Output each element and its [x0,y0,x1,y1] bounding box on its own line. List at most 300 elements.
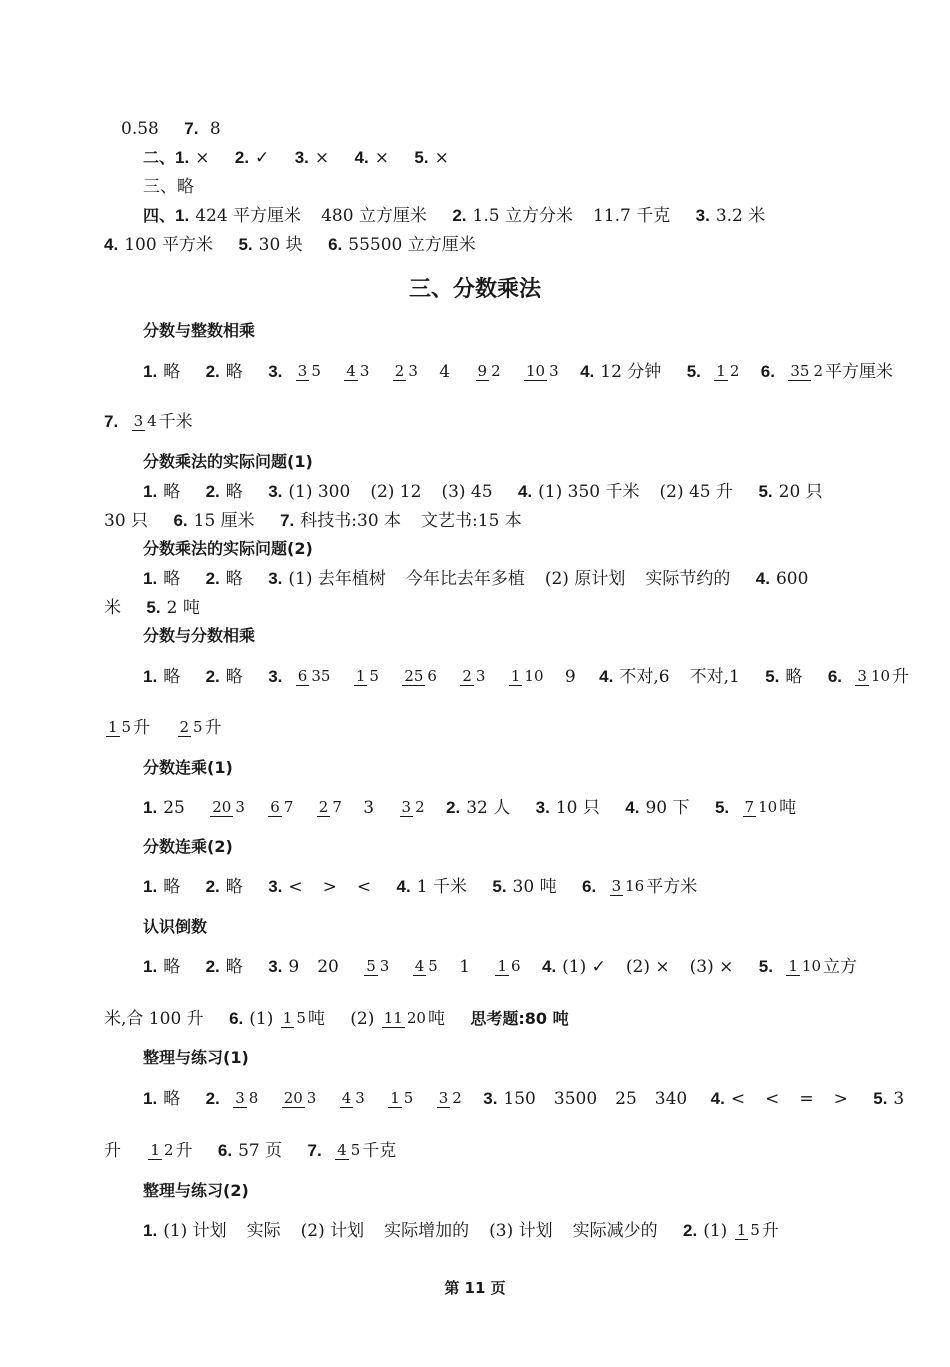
fraction [788,363,825,380]
answer-value: 略 [163,666,181,687]
answer-value: (2) 计划 [300,1220,365,1241]
answer-value: 3500 [553,1088,598,1109]
item-number: 5. [686,361,701,381]
fraction [317,799,344,816]
item-number: 3. [535,797,550,817]
answer-value: (1) 去年植树 [288,568,386,589]
numerator: 6 [270,798,280,816]
item-number: 6. [173,510,188,530]
answer-value: (1) [249,1008,274,1029]
item-number: 3. [268,956,283,976]
unit-text: 千克 [362,1140,397,1161]
answer-value: × [314,147,330,168]
answer-value: 略 [163,1088,181,1109]
subsection-heading: 整理与练习(1) [143,1048,249,1067]
think-question-answer: 思考题:80 吨 [470,1008,569,1028]
answer-value: (2) 45 升 [659,481,734,502]
numerator: 5 [366,957,376,975]
denominator: 2 [729,362,740,380]
answer-line [104,1007,569,1030]
item-number: 1. [143,666,158,686]
answer-value: 3 [363,797,375,818]
item-number: 5. [238,234,253,254]
item-number: 1. [143,797,158,817]
numerator: 1 [510,667,521,685]
numerator: 1 [282,1009,293,1027]
unit-text: 平方厘米 [825,361,894,382]
denominator: 5 [296,1009,306,1027]
denominator: 20 [406,1009,426,1027]
answer-value: 略 [163,568,181,589]
denominator: 5 [403,1089,414,1107]
numerator: 4 [337,1141,347,1159]
denominator: 10 [801,957,822,975]
answer-value: 1 [459,956,471,977]
item-number: 6. [229,1008,244,1028]
item-number: 4. [396,876,411,896]
fraction [282,1090,319,1107]
numerator: 3 [857,667,867,685]
answer-value: 略 [225,568,243,589]
item-number: 5. [873,1088,888,1108]
answer-value: 实际减少的 [572,1220,658,1241]
answer-value: 今年比去年多植 [405,568,525,589]
fraction [786,958,823,975]
answer-value: 1.5 立方分米 [472,205,573,226]
fraction [509,668,546,685]
answer-value: 340 [654,1088,688,1109]
fraction [413,958,440,975]
item-number: 3. [268,666,283,686]
answer-line [143,175,194,198]
unit-text: 升 [104,1140,121,1161]
unit-text: 升 [204,717,222,738]
answer-value: 1 千米 [416,876,467,897]
item-number: 1. [143,956,158,976]
comparison-sign: > [833,1088,848,1109]
unit-text: 吨 [779,797,797,818]
denominator: 10 [758,798,778,816]
answer-line [143,665,909,688]
item-number: 4. [104,234,119,254]
denominator: 2 [415,798,425,816]
item-number: 4. [710,1088,725,1108]
item-number: 5. [146,597,161,617]
numerator: 2 [394,362,405,380]
answer-line [104,509,522,532]
numerator: 20 [283,1089,303,1107]
item-number: 4. [625,797,640,817]
denominator: 5 [121,718,132,736]
item-number: 5. [765,666,780,686]
answer-value: 略 [225,956,243,977]
answer-value: 10 只 [555,797,600,818]
denominator: 3 [235,798,245,816]
answer-value: 100 平方米 [124,234,214,255]
denominator: 5 [311,362,321,380]
answer-line [104,233,476,256]
item-number: 7. [104,411,119,431]
item-number: 2. [452,205,467,225]
answer-value: 9 [564,666,576,687]
item-number: 6. [827,666,842,686]
denominator: 8 [248,1089,259,1107]
numerator: 1 [716,362,726,380]
item-number: 2. [205,1088,220,1108]
answer-line [143,955,857,978]
fraction [354,668,381,685]
answer-value: 米,合 100 升 [104,1008,204,1029]
fraction [364,958,391,975]
answer-line [104,410,193,433]
answer-value: (2) × [625,956,670,977]
fraction [402,668,439,685]
denominator: 3 [379,957,390,975]
numerator: 2 [179,718,190,736]
denominator: 16 [625,877,645,895]
denominator: 10 [524,667,544,685]
subsection-heading: 分数乘法的实际问题(2) [143,539,313,558]
unit-text: 立方 [823,956,858,977]
answer-value: (1) 300 [288,481,351,502]
item-number: 3. [695,205,710,225]
answer-line [143,567,808,590]
item-number: 5. [758,956,773,976]
item-number: 4. [541,956,557,976]
fraction [388,1090,415,1107]
denominator: 7 [283,798,294,816]
answer-value: × [195,147,210,168]
unit-text: 吨 [307,1008,325,1029]
fraction [106,719,133,736]
numerator: 3 [133,412,144,430]
answer-value: 32 人 [466,797,511,818]
fraction [296,668,333,685]
answer-value: 略 [163,956,181,977]
item-number: 1. [175,147,190,167]
subsection-heading: 分数与整数相乘 [143,321,256,340]
answer-value: 2 吨 [166,597,200,618]
answer-value: 4 [439,361,451,382]
numerator: 4 [346,362,356,380]
unit-text: 千米 [158,411,193,432]
numerator: 1 [788,957,798,975]
item-number: 7. [184,118,199,138]
numerator: 2 [462,667,472,685]
numerator: 9 [477,362,488,380]
item-number: 5. [714,797,730,817]
unit-text: 升 [133,717,151,738]
fraction [296,363,323,380]
section-title: 三、分数乘法 [408,277,541,302]
answer-value: 8 [209,118,221,139]
item-number: 2. [234,147,250,167]
answer-value: 30 块 [258,234,303,255]
answer-value: 90 下 [645,797,690,818]
item-number: 1. [143,481,158,501]
item-number: 4. [354,147,369,167]
answer-line [143,204,765,227]
answer-line [104,1139,396,1162]
item-number: 3. [268,361,283,381]
fraction [344,363,371,380]
fraction [393,363,420,380]
answer-value: 实际 [246,1220,281,1241]
fraction [335,1142,362,1159]
denominator: 2 [163,1141,174,1159]
subsection-heading: 分数连乘(2) [143,837,233,856]
answer-value: 文艺书:15 本 [421,510,522,531]
denominator: 5 [350,1141,361,1159]
answer-value: 不对,6 [619,666,670,687]
answer-value: 20 只 [778,481,823,502]
numerator: 25 [404,667,424,685]
answer-value: × [434,147,449,168]
fraction [400,799,427,816]
page-number: 第 11 页 [444,1279,506,1297]
comparison-sign: = [799,1088,814,1109]
fraction [148,1142,175,1159]
answer-line [104,716,222,739]
item-number: 3. [268,481,283,501]
denominator: 35 [311,667,331,685]
item-number: 7. [307,1140,322,1160]
answer-value: 科技书:30 本 [300,510,402,531]
answer-value: (3) 计划 [489,1220,553,1241]
numerator: 4 [414,957,425,975]
numerator: 1 [355,667,366,685]
answer-value: (1) ✓ [562,956,606,977]
item-number: 4. [580,361,595,381]
item-number: 1. [143,1088,158,1108]
unit-text: 吨 [427,1008,445,1029]
answer-line [143,146,449,169]
denominator: 10 [870,667,891,685]
item-number: 2. [205,361,220,381]
numerator: 1 [497,957,508,975]
fraction [382,1010,428,1027]
answer-value: (1) [703,1220,728,1241]
item-number: 7. [280,510,295,530]
unit-text: 升 [892,666,910,687]
answer-value: (2) 12 [370,481,422,502]
unit-text: 升 [761,1220,779,1241]
numerator: 11 [383,1009,403,1027]
denominator: 3 [549,362,559,380]
item-number: 6. [217,1140,233,1160]
answer-value: 11.7 千克 [592,205,671,226]
numerator: 1 [108,718,118,736]
answer-value: 略 [163,361,181,382]
denominator: 4 [147,412,157,430]
answer-value: 55500 立方厘米 [348,234,476,255]
subsection-heading: 分数连乘(1) [143,758,233,777]
subsection-heading: 分数乘法的实际问题(1) [143,452,313,471]
answer-value: 30 只 [104,510,149,531]
item-number: 6. [582,876,597,896]
fraction [714,363,741,380]
answer-value: 3.2 米 [715,205,766,226]
comparison-sign: < [765,1088,780,1109]
answer-value: (2) [350,1008,375,1029]
answer-line [143,360,893,383]
fraction [735,1222,762,1239]
denominator: 3 [408,362,418,380]
comparison-sign: < [356,876,372,897]
fraction [610,878,647,895]
denominator: 2 [452,1089,462,1107]
comparison-sign: < [288,876,303,897]
fraction [233,1090,260,1107]
numerator: 6 [297,667,308,685]
unit-text: 升 [175,1140,193,1161]
answer-line [104,596,200,619]
numerator: 3 [297,362,308,380]
answer-value: 150 [503,1088,536,1109]
answer-value: (1) 350 千米 [538,481,640,502]
item-number: 2. [205,956,220,976]
answer-value: 20 [317,956,339,977]
fraction [460,668,487,685]
answer-value: 480 立方厘米 [321,205,427,226]
answer-value: 424 平方厘米 [195,205,302,226]
answer-value: (1) 计划 [163,1220,227,1241]
answer-line [143,480,823,503]
answer-value: 12 分钟 [600,361,662,382]
numerator: 7 [744,798,755,816]
numerator: 20 [212,798,232,816]
subsection-heading: 认识倒数 [143,917,208,936]
fraction [855,668,892,685]
item-number: 4. [755,568,770,588]
item-number: 6. [760,361,775,381]
fraction [268,799,295,816]
fraction [524,363,561,380]
answer-value: 30 吨 [512,876,557,897]
denominator: 3 [355,1089,365,1107]
comparison-sign: < [730,1088,746,1109]
fraction [495,958,522,975]
denominator: 3 [475,667,486,685]
item-number: 3. [268,568,283,588]
answer-value: 略 [225,361,243,382]
item-number: 4. [599,666,614,686]
item-number: 2. [683,1220,698,1240]
item-number: 3. [268,876,283,896]
answer-value: 57 页 [238,1140,283,1161]
fraction [178,719,205,736]
item-number: 2. [205,481,220,501]
answer-value: 不对,1 [689,666,740,687]
fraction [743,799,780,816]
item-number: 3. [483,1088,498,1108]
item-number: 1. [143,361,158,381]
item-number: 2. [205,666,220,686]
answer-value: 3 [893,1088,905,1109]
denominator: 2 [491,362,501,380]
numerator: 3 [401,798,412,816]
denominator: 3 [359,362,370,380]
answer-value: 9 [288,956,300,977]
fraction [476,363,503,380]
item-number: 3. [294,147,309,167]
denominator: 5 [428,957,438,975]
answer-value: 实际节约的 [645,568,731,589]
denominator: 5 [193,718,203,736]
answer-value: 实际增加的 [384,1220,470,1241]
item-number: 2. [205,876,220,896]
numerator: 3 [235,1089,245,1107]
item-number: 1. [143,568,158,588]
answer-value: 略 [785,666,803,687]
numerator: 1 [390,1089,400,1107]
subsection-heading: 整理与练习(2) [143,1181,249,1200]
item-number: 5. [414,147,429,167]
denominator: 3 [306,1089,317,1107]
answer-value: ✓ [255,147,270,168]
answer-value: 略 [163,876,181,897]
numerator: 4 [341,1089,352,1107]
denominator: 2 [813,362,824,380]
answer-line [121,117,221,140]
answer-value: (3) × [689,956,734,977]
subsection-heading: 分数与分数相乘 [143,626,256,645]
answer-value: 略 [225,876,243,897]
answer-value: 略 [225,666,243,687]
answer-value: 三、略 [143,176,194,197]
answer-value: × [374,147,389,168]
item-number: 1. [175,205,190,225]
numerator: 10 [526,362,546,380]
denominator: 6 [511,957,521,975]
answer-line [143,796,796,819]
fraction [210,799,247,816]
answer-value: 600 [775,568,809,589]
fraction [437,1090,464,1107]
fraction [340,1090,367,1107]
denominator: 5 [369,667,379,685]
answer-value: 略 [163,481,181,502]
denominator: 6 [427,667,437,685]
answer-line [143,1087,904,1110]
answer-value: 15 厘米 [193,510,255,531]
answer-value: (3) 45 [441,481,493,502]
denominator: 5 [750,1221,760,1239]
answer-line [143,875,697,898]
unit-text: 米 [104,597,121,618]
numerator: 1 [736,1221,747,1239]
part-label: 二、 [143,147,176,167]
answer-value: 0.58 [121,118,159,139]
item-number: 4. [517,481,533,501]
numerator: 35 [790,362,810,380]
item-number: 2. [446,797,461,817]
item-number: 5. [758,481,773,501]
answer-value: (2) 原计划 [544,568,626,589]
numerator: 3 [611,877,622,895]
item-number: 2. [205,568,220,588]
unit-text: 平方米 [646,876,698,897]
answer-line [143,1219,779,1242]
denominator: 7 [332,798,342,816]
comparison-sign: > [322,876,337,897]
numerator: 2 [318,798,329,816]
numerator: 1 [150,1141,160,1159]
numerator: 3 [438,1089,449,1107]
fraction [132,413,159,430]
answer-value: 略 [225,481,243,502]
answer-value: 25 [615,1088,637,1109]
